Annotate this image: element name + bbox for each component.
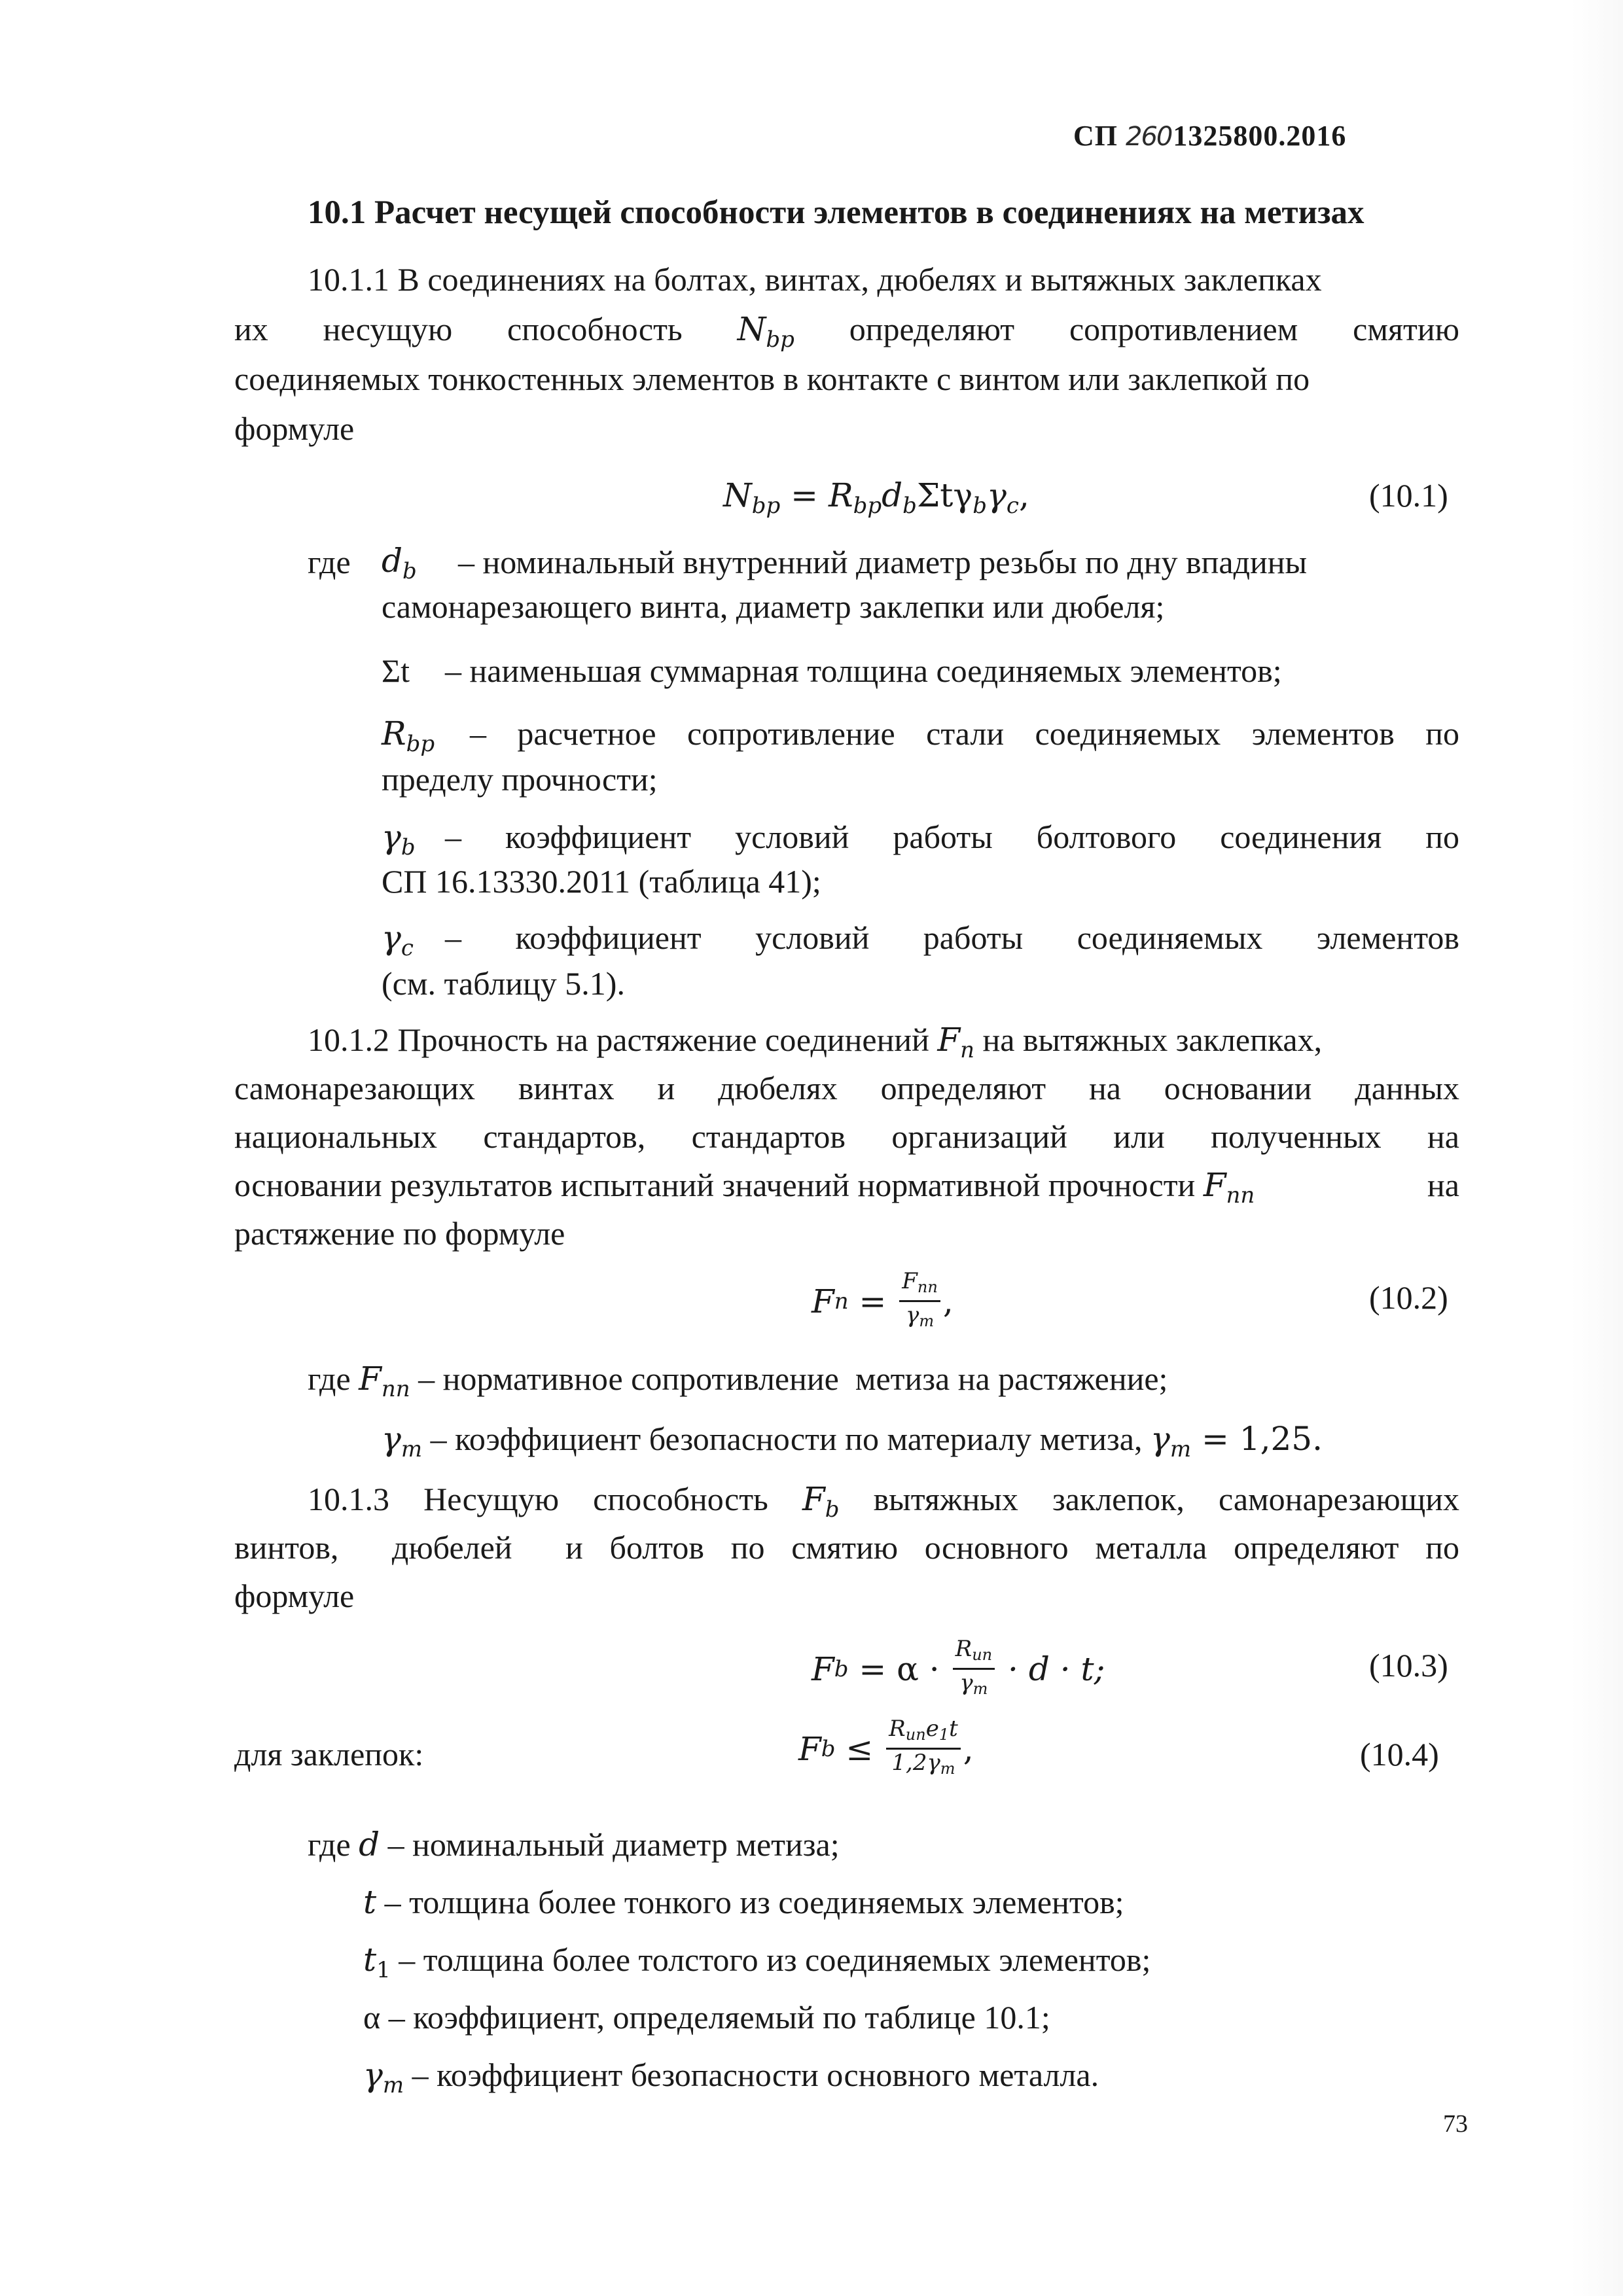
def-sum-t: – наименьшая суммарная толщина соединяемых элементов; — [445, 652, 1282, 689]
def-rbp-line2: пределу прочности; — [382, 761, 658, 798]
fraction-fnn-over-gm: $\frac{F_{nn}}{\gamma_m}$ — [899, 1268, 940, 1334]
def-gamma-c-line1: – коэффициент условий работы соединяемых элементов — [445, 919, 1459, 956]
where2-gm: $\gamma_m$ – коэффициент безопасности по материалу метиза, $\gamma_m = 1,25$. — [382, 1420, 1323, 1462]
p1013-line3: формуле — [234, 1578, 355, 1614]
p1012-line3: национальных стандартов, стандартов организаций или полученных на — [234, 1118, 1459, 1155]
word: несущую — [323, 311, 453, 347]
rivets-label: для заклепок: — [234, 1736, 424, 1773]
def-t: t – толщина более тонкого из соединяемых элементов; — [363, 1883, 1124, 1921]
def-db-line2: самонарезающего винта, диаметр заклепки или дюбеля; — [382, 588, 1165, 625]
p1012-line1: 10.1.2 Прочность на растяжение соединений $F_n$ на вытяжных заклепках, — [308, 1021, 1323, 1063]
symbol-nbp: $N_{bp}$ — [737, 310, 794, 353]
fraction-run-over-gm: $\frac{R_{un}}{\gamma_m}$ — [953, 1636, 995, 1702]
def-rbp-line1: – расчетное сопротивление стали соединяемых элементов по — [470, 715, 1459, 752]
fraction-rune1t-over-12gm: $\frac{R_{un}e_1t}{1,2\gamma_m}$ — [886, 1716, 961, 1782]
equation-number-10-1: (10.1) — [1369, 477, 1448, 514]
p1011-line2 — [234, 310, 1459, 353]
equation-number-10-2: (10.2) — [1369, 1279, 1448, 1316]
header-handwritten-number: 260 — [1126, 122, 1172, 152]
word: способность — [507, 311, 683, 347]
equation-number-10-4: (10.4) — [1360, 1736, 1439, 1773]
p1013-line2: винтов, дюбелей и болтов по смятию основного металла определяют по — [234, 1529, 1459, 1566]
def-db-line1: – номинальный внутренний диаметр резьбы по дну впадины — [458, 544, 1308, 580]
def-alpha: α – коэффициент, определяемый по таблице 10.1; — [363, 1999, 1050, 2036]
p1011-line1: 10.1.1 В соединениях на болтах, винтах, дюбелях и вытяжных заклепках — [308, 261, 1322, 298]
word: определяют — [849, 311, 1015, 347]
symbol-sum-t: Σt — [382, 652, 410, 689]
header-prefix: СП — [1073, 120, 1118, 152]
equation-10-2: F n = $\frac{F_{nn}}{\gamma_m}$ , — [812, 1268, 954, 1334]
equation-10-4: F b ≤ $\frac{R_{un}e_1t}{1,2\gamma_m}$ , — [798, 1716, 974, 1782]
def-gamma-b-line2: СП 16.13330.2011 (таблица 41); — [382, 863, 821, 900]
symbol-db: $d_b$ — [382, 542, 417, 584]
header-suffix: 1325800.2016 — [1173, 120, 1347, 152]
equation-10-3: F b = α · $\frac{R_{un}}{\gamma_m}$ · d · t; — [812, 1636, 1105, 1702]
p1012-line2: самонарезающих винтах и дюбелях определяют на основании данных — [234, 1070, 1459, 1106]
symbol-gamma-b: $\gamma_b$ — [382, 818, 416, 860]
p1012-line5: растяжение по формуле — [234, 1215, 565, 1252]
symbol-rbp: $R_{bp}$ — [382, 715, 435, 757]
word: смятию — [1353, 311, 1459, 347]
equation-number-10-3: (10.3) — [1369, 1647, 1448, 1684]
document-header — [1073, 119, 1346, 152]
scan-edge-shading — [1571, 0, 1623, 2296]
p1013-line1: 10.1.3 Несущую способность $F_b$ вытяжных заклепок, самонарезающих — [308, 1480, 1459, 1523]
def-t1: $t_1$ – толщина более толстого из соединяемых элементов; — [363, 1941, 1151, 1983]
def-gamma-c-line2: (см. таблицу 5.1). — [382, 965, 625, 1002]
word: сопротивлением — [1069, 311, 1298, 347]
word: их — [234, 311, 268, 347]
p1012-line4: основании результатов испытаний значений нормативной прочности $F_{nn}$ на — [234, 1166, 1459, 1209]
section-title: 10.1 Расчет несущей способности элементов в соединениях на метизах — [308, 194, 1364, 231]
p1011-line4: формуле — [234, 410, 355, 447]
page-number: 73 — [1443, 2110, 1468, 2138]
def-gamma-m: $\gamma_m$ – коэффициент безопасности основного металла. — [363, 2056, 1099, 2098]
symbol-gamma-c: $\gamma_c$ — [382, 919, 414, 961]
where2-fnn: где $F_{nn}$ – нормативное сопротивление метиза на растяжение; — [308, 1360, 1168, 1402]
def-d: где d – номинальный диаметр метиза; — [308, 1826, 840, 1863]
p1011-line3: соединяемых тонкостенных элементов в контакте с винтом или заклепкой по — [234, 361, 1310, 397]
def-gamma-b-line1: – коэффициент условий работы болтового соединения по — [445, 819, 1459, 855]
equation-10-1: $N_{bp} = R_{bp}d_b\Sigma t\gamma_b\gamma_c$, — [723, 476, 1029, 519]
where-label: где — [308, 544, 351, 580]
